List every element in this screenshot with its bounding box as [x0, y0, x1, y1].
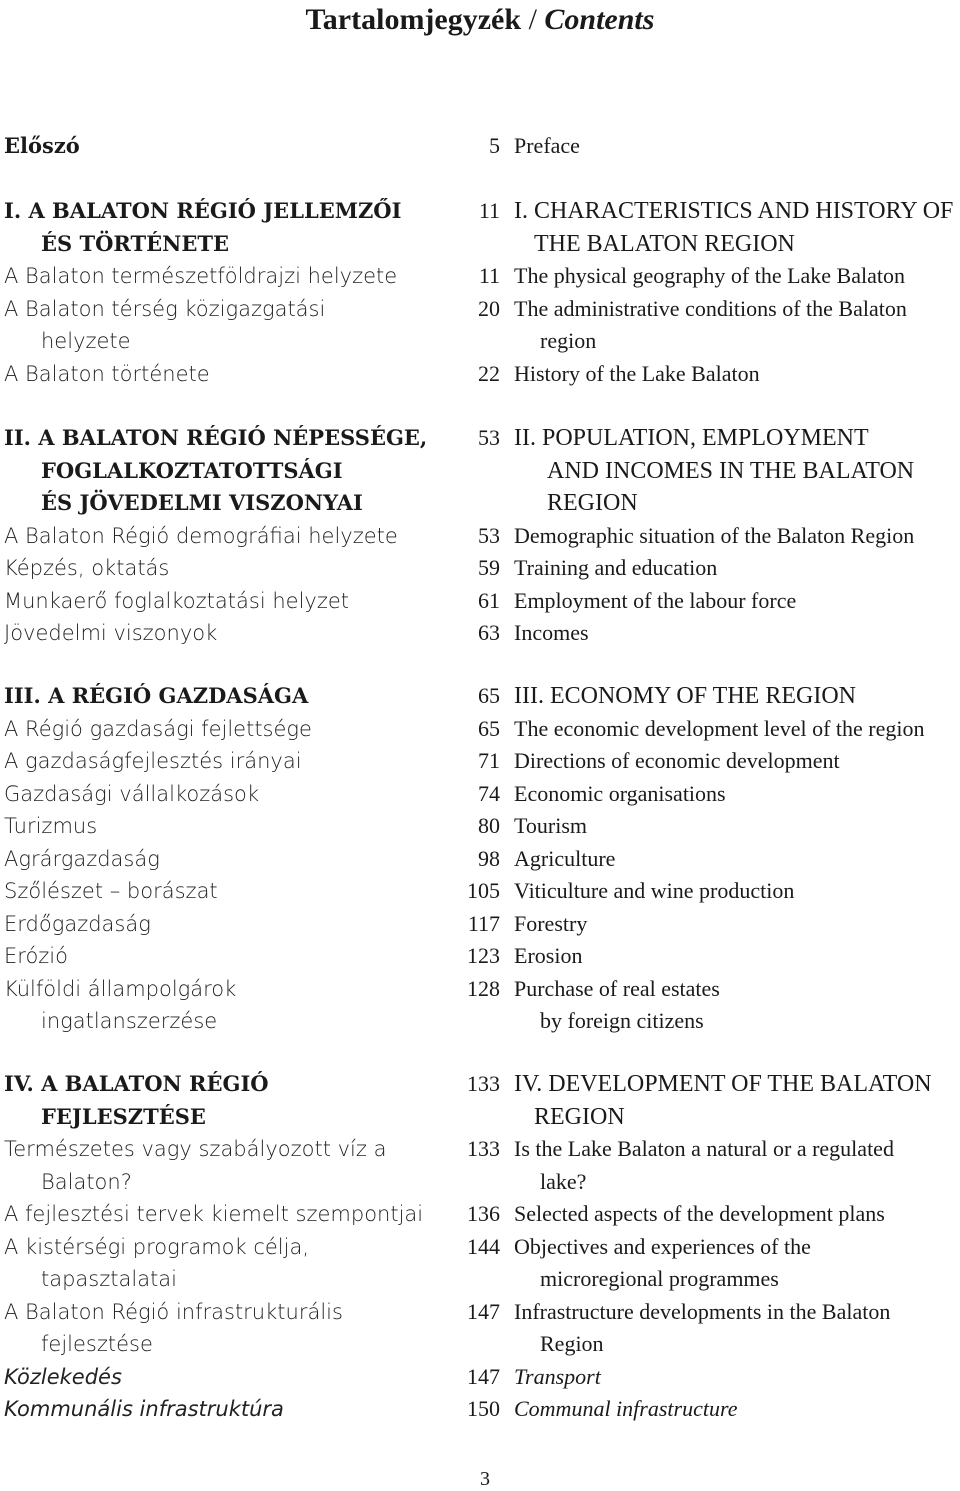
entry-hu: Közlekedés	[4, 1364, 122, 1389]
entry-en: Economic organisations	[514, 780, 726, 806]
entry-hu: helyzete	[41, 329, 131, 353]
section-title-hu: ÉS JÖVEDELMI VISZONYAI	[41, 490, 363, 515]
entry-hu: A Balaton térség közigazgatási	[4, 296, 326, 321]
entry-en: Is the Lake Balaton a natural or a regulated	[514, 1136, 894, 1161]
entry-en: Training and education	[514, 555, 718, 580]
entry-hu: Turizmus	[4, 814, 98, 838]
entry-page: 136	[467, 1201, 500, 1226]
preface-page: 5	[489, 133, 500, 158]
entry-hu: Jövedelmi viszonyok	[4, 621, 218, 645]
entry-page: 150	[467, 1396, 500, 1421]
preface-en: Preface	[514, 133, 580, 158]
section-title-en: REGION	[534, 1103, 625, 1130]
section-title-en: AND INCOMES IN THE BALATON	[547, 457, 915, 484]
entry-hu: ingatlanszerzése	[41, 1009, 218, 1033]
preface-hu: Előszó	[4, 133, 80, 158]
entry-en: Erosion	[514, 943, 583, 968]
entry-page: 61	[478, 587, 500, 613]
entry-en: Viticulture and wine production	[514, 878, 795, 903]
entry-hu: Balaton?	[41, 1169, 132, 1194]
entry-hu: A gazdaságfejlesztés irányai	[4, 749, 302, 773]
entry-en: Tourism	[514, 813, 588, 838]
title-en: Contents	[544, 3, 655, 36]
entry-page: 133	[467, 1136, 500, 1161]
entry-hu: A Balaton Régió infrastrukturális	[4, 1299, 343, 1324]
page-number: 3	[480, 1468, 490, 1490]
entry-en: Transport	[514, 1363, 601, 1389]
entry-hu: A Balaton természetföldrajzi helyzete	[4, 264, 398, 288]
entry-en: Purchase of real estates	[514, 975, 720, 1001]
entry-page: 74	[478, 780, 500, 806]
entry-hu: A Régió gazdasági fejlettsége	[4, 716, 312, 741]
entry-en: The economic development level of the region	[514, 715, 925, 741]
entry-hu: Erózió	[4, 944, 68, 968]
entry-en: Demographic situation of the Balaton Region	[514, 522, 915, 548]
entry-hu: fejlesztése	[41, 1332, 153, 1356]
section-page: 11	[478, 198, 500, 223]
entry-page: 144	[467, 1233, 500, 1259]
entry-en: The administrative conditions of the Balaton	[514, 295, 907, 321]
entry-hu: Erdőgazdaság	[4, 911, 151, 936]
entry-hu: tapasztalatai	[41, 1267, 178, 1291]
entry-page: 22	[478, 360, 500, 386]
title-hu: Tartalomjegyzék	[305, 3, 522, 36]
section-title-en: II. POPULATION, EMPLOYMENT	[514, 425, 869, 451]
entry-en: Infrastructure developments in the Balaton	[514, 1298, 891, 1324]
entry-en: Directions of economic development	[514, 748, 840, 773]
entry-page: 105	[467, 878, 500, 903]
entry-page: 71	[478, 748, 500, 773]
entry-page: 11	[478, 263, 500, 288]
section-title-hu: I. A BALATON RÉGIÓ JELLEMZŐI	[4, 198, 402, 223]
entry-page: 147	[467, 1363, 500, 1389]
section-title-en: I. CHARACTERISTICS AND HISTORY OF	[514, 198, 954, 224]
entry-en: The physical geography of the Lake Balaton	[514, 263, 905, 288]
entry-page: 53	[478, 522, 500, 548]
entry-en: Agriculture	[514, 845, 616, 871]
entry-hu: A kistérségi programok célja,	[4, 1234, 310, 1259]
entry-page: 65	[478, 715, 500, 741]
section-title-en: IV. DEVELOPMENT OF THE BALATON	[514, 1071, 932, 1097]
entry-hu: Gazdasági vállalkozások	[4, 781, 260, 806]
entry-en: microregional programmes	[540, 1266, 779, 1291]
entry-hu: A Balaton Régió demográfiai helyzete	[4, 523, 398, 548]
entry-en: by foreign citizens	[540, 1008, 704, 1033]
entry-page: 63	[478, 620, 500, 645]
entry-page: 147	[467, 1298, 500, 1324]
section-page: 133	[467, 1071, 500, 1096]
entry-page: 117	[467, 910, 500, 936]
entry-page: 80	[478, 813, 500, 838]
section-title-en: THE BALATON REGION	[534, 230, 795, 257]
entry-hu: A fejlesztési tervek kiemelt szempontjai	[4, 1202, 424, 1226]
section-title-hu: FOGLALKOZTATOTTSÁGI	[41, 457, 343, 483]
entry-en: Incomes	[514, 620, 589, 645]
entry-en: History of the Lake Balaton	[514, 360, 760, 386]
entry-page: 20	[478, 295, 500, 321]
section-page: 65	[478, 683, 500, 708]
entry-hu: Külföldi állampolgárok	[4, 976, 237, 1001]
entry-en: Employment of the labour force	[514, 587, 797, 613]
entry-en: Region	[540, 1331, 604, 1356]
entry-page: 59	[478, 555, 500, 580]
entry-page: 98	[478, 845, 500, 871]
section-title-hu: IV. A BALATON RÉGIÓ	[4, 1071, 269, 1096]
entry-en: Objectives and experiences of the	[514, 1233, 811, 1259]
section-page: 53	[478, 425, 500, 450]
entry-hu: Természetes vagy szabályozott víz a	[4, 1137, 387, 1161]
entry-en: Communal infrastructure	[514, 1396, 738, 1421]
entry-en: Forestry	[514, 910, 588, 936]
entry-en: Selected aspects of the development plans	[514, 1201, 885, 1226]
title-separator: /	[528, 3, 537, 36]
entry-hu: Agrárgazdaság	[4, 846, 160, 871]
page-title	[0, 2, 960, 38]
section-title-en: III. ECONOMY OF THE REGION	[514, 683, 856, 709]
entry-hu: Kommunális infrastruktúra	[4, 1397, 284, 1421]
section-title-en: REGION	[547, 490, 638, 516]
entry-hu: Munkaerő foglalkoztatási helyzet	[4, 588, 350, 613]
entry-page: 123	[467, 943, 500, 968]
section-title-hu: FEJLESZTÉSE	[41, 1103, 206, 1129]
section-title-hu: III. A RÉGIÓ GAZDASÁGA	[4, 683, 309, 708]
entry-en: region	[540, 328, 597, 353]
section-title-hu: ÉS TÖRTÉNETE	[41, 230, 229, 256]
entry-hu: Szőlészet – borászat	[4, 879, 218, 903]
section-title-hu: II. A BALATON RÉGIÓ NÉPESSÉGE,	[4, 425, 428, 450]
entry-page: 128	[467, 975, 500, 1001]
entry-hu: A Balaton története	[4, 361, 210, 386]
entry-hu: Képzés, oktatás	[4, 556, 170, 580]
entry-en: lake?	[540, 1168, 587, 1194]
